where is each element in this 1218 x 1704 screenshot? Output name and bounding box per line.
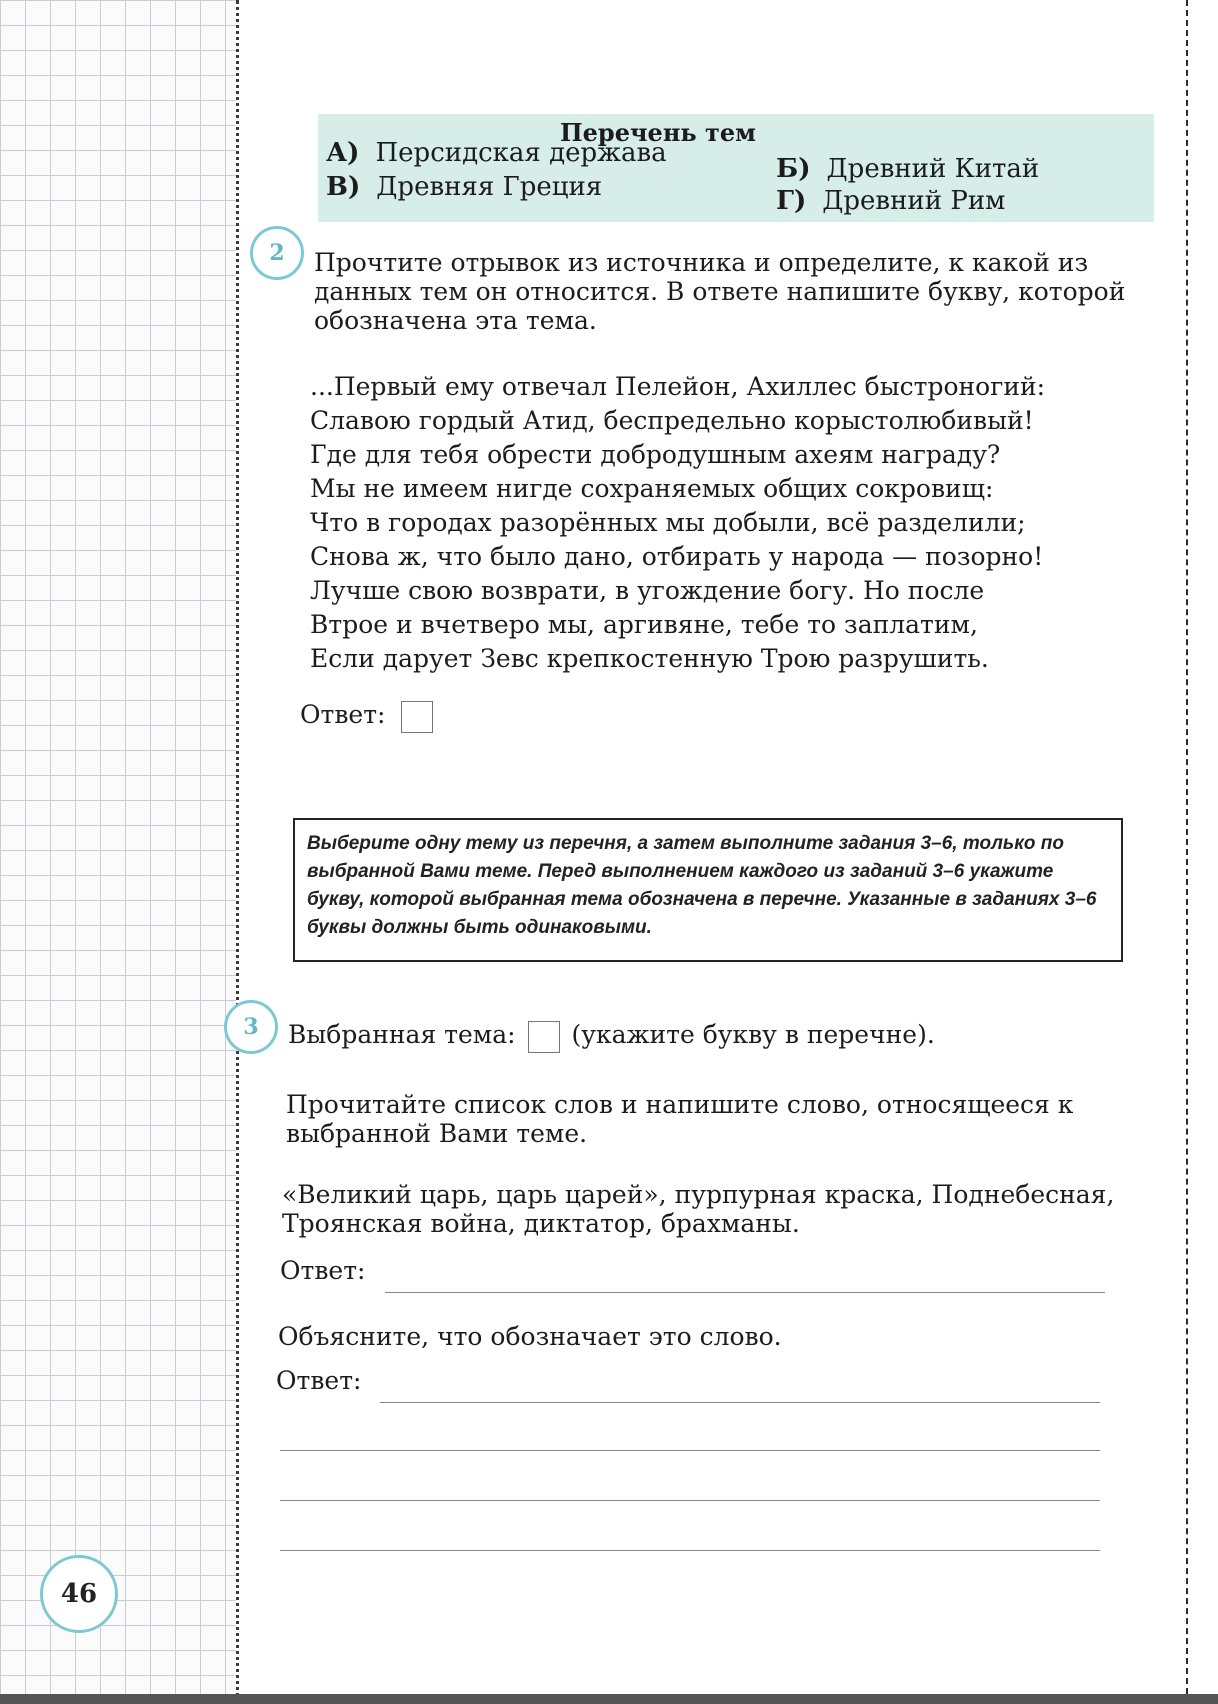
poem-line: Славою гордый Атид, беспредельно корыстолюбивый! bbox=[310, 406, 1034, 435]
topic-a bbox=[326, 138, 667, 168]
task-3-answer-2-label: Ответ: bbox=[276, 1366, 362, 1395]
topic-b-label: Древний Китай bbox=[826, 154, 1040, 184]
topic-a-letter: А) bbox=[326, 138, 360, 168]
task-3-chosen-topic bbox=[288, 1020, 935, 1053]
poem-line: ...Первый ему отвечал Пелейон, Ахиллес быстроногий: bbox=[310, 372, 1046, 401]
topic-v-label: Древняя Греция bbox=[376, 172, 603, 202]
poem-line: Где для тебя обрести добродушным ахеям награду? bbox=[310, 440, 1001, 469]
task-3-chosen-box[interactable] bbox=[528, 1021, 560, 1053]
topic-v-letter: В) bbox=[326, 172, 361, 202]
task-3-answer-1-label: Ответ: bbox=[280, 1256, 366, 1285]
task-3-words: «Великий царь, царь царей», пурпурная краска, Поднебесная, Троянская война, диктатор, брахманы. bbox=[282, 1180, 1115, 1238]
task-3-chosen-hint: (укажите букву в перечне). bbox=[571, 1020, 935, 1049]
poem-line: Снова ж, что было дано, отбирать у народа — позорно! bbox=[310, 542, 1044, 571]
topic-b bbox=[776, 154, 1039, 184]
task-2-number: 2 bbox=[250, 226, 304, 280]
poem-line: Мы не имеем нигде сохраняемых общих сокровищ: bbox=[310, 474, 994, 503]
task-2-poem bbox=[310, 370, 1160, 676]
task-3-answer-2-line[interactable] bbox=[280, 1500, 1100, 1501]
page-number: 46 bbox=[40, 1555, 118, 1633]
task-2-prompt: Прочтите отрывок из источника и определите, к какой из данных тем он относится. В ответе напишите букву, которой обозначена эта тема. bbox=[314, 248, 1126, 335]
perforation-line-left bbox=[236, 0, 239, 1704]
topic-g-letter: Г) bbox=[776, 186, 807, 216]
task-2-answer bbox=[300, 700, 433, 733]
poem-line: Что в городах разорённых мы добыли, всё разделили; bbox=[310, 508, 1026, 537]
poem-line: Втрое и вчетверо мы, аргивяне, тебе то заплатим, bbox=[310, 610, 978, 639]
cut-line-right bbox=[1186, 0, 1188, 1704]
topic-g-label: Древний Рим bbox=[822, 186, 1006, 216]
task-3-prompt: Прочитайте список слов и напишите слово, относящееся к выбранной Вами теме. bbox=[286, 1090, 1074, 1148]
task-3-answer-1-line[interactable] bbox=[385, 1292, 1105, 1293]
poem-line: Если дарует Зевс крепкостенную Трою разрушить. bbox=[310, 644, 989, 673]
topic-v bbox=[326, 172, 602, 202]
topics-title: Перечень тем bbox=[560, 118, 757, 147]
topic-b-letter: Б) bbox=[776, 154, 811, 184]
task-3-chosen-label: Выбранная тема: bbox=[288, 1020, 516, 1049]
task-3-answer-2-line[interactable] bbox=[280, 1450, 1100, 1451]
task-3-number: 3 bbox=[224, 1000, 278, 1054]
page-bottom-edge bbox=[0, 1694, 1218, 1704]
instructions-box: Выберите одну тему из перечня, а затем выполните задания 3–6, только по выбранной Вами теме. Перед выполнением каждого из заданий 3–6 укажите букву, которой выбранная тема обозначена в перечне. Указанные в заданиях 3–6 буквы должны быть одинаковыми. bbox=[293, 818, 1123, 962]
task-3-answer-2-line[interactable] bbox=[280, 1550, 1100, 1551]
topic-a-label: Персидская держава bbox=[375, 138, 667, 168]
task-3-answer-2-line[interactable] bbox=[380, 1402, 1100, 1403]
graph-paper-margin bbox=[0, 0, 236, 1704]
topic-g bbox=[776, 186, 1005, 216]
task-2-answer-label: Ответ: bbox=[300, 700, 386, 729]
poem-line: Лучше свою возврати, в угождение богу. Но после bbox=[310, 576, 985, 605]
task-2-answer-box[interactable] bbox=[401, 701, 433, 733]
task-3-explain-prompt: Объясните, что обозначает это слово. bbox=[278, 1322, 782, 1351]
